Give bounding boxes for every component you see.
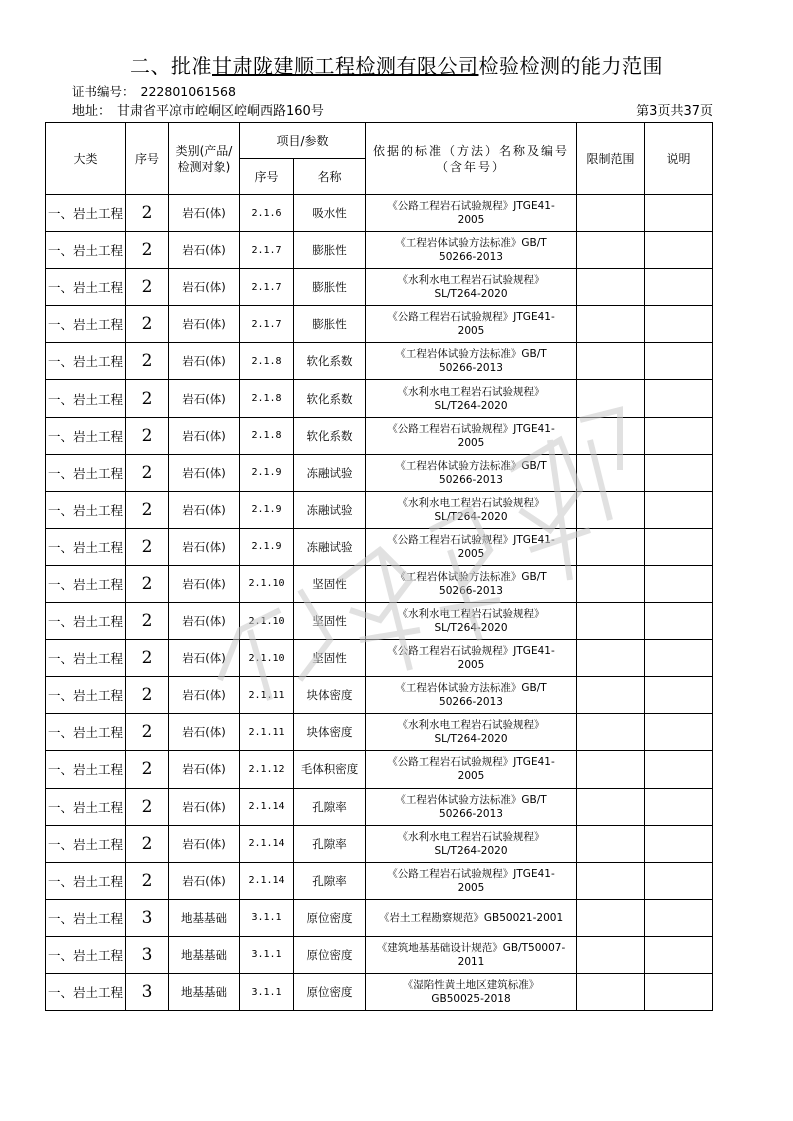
seq-cell: 3 xyxy=(126,936,169,973)
standard-line2: 50266-2013 xyxy=(439,251,503,264)
product-cell: 岩石(体) xyxy=(169,306,240,343)
table-row xyxy=(46,343,713,380)
standard-cell xyxy=(366,491,577,528)
standard-cell xyxy=(366,343,577,380)
limit-cell xyxy=(577,677,645,714)
seq-cell: 2 xyxy=(126,417,169,454)
limit-cell xyxy=(577,973,645,1010)
note-cell xyxy=(645,195,713,232)
table-row xyxy=(46,195,713,232)
seq-cell: 2 xyxy=(126,862,169,899)
item-seq-cell: 2.1.11 xyxy=(240,714,294,751)
seq-cell: 2 xyxy=(126,714,169,751)
standard-line2: 50266-2013 xyxy=(439,473,503,486)
category-cell: 一、岩土工程 xyxy=(46,528,126,565)
limit-cell xyxy=(577,751,645,788)
category-cell: 一、岩土工程 xyxy=(46,862,126,899)
item-name-cell: 软化系数 xyxy=(294,380,366,417)
note-cell xyxy=(645,603,713,640)
standard-cell xyxy=(366,751,577,788)
table-row xyxy=(46,306,713,343)
certificate-number xyxy=(72,82,236,100)
title-company: 甘肃陇建顺工程检测有限公司 xyxy=(212,54,479,78)
cert-value: 222801061568 xyxy=(140,84,236,99)
item-name-cell: 坚固性 xyxy=(294,565,366,602)
product-cell: 岩石(体) xyxy=(169,565,240,602)
standard-cell xyxy=(366,973,577,1010)
category-cell: 一、岩土工程 xyxy=(46,195,126,232)
standard-line2: 2005 xyxy=(457,214,485,227)
item-name-cell: 孔隙率 xyxy=(294,862,366,899)
category-cell: 一、岩土工程 xyxy=(46,973,126,1010)
note-cell xyxy=(645,491,713,528)
item-seq-cell: 3.1.1 xyxy=(240,973,294,1010)
standard-line2: 2011 xyxy=(457,955,485,968)
item-seq-cell: 2.1.10 xyxy=(240,640,294,677)
note-cell xyxy=(645,751,713,788)
standard-line2: SL/T264-2020 xyxy=(434,733,508,746)
item-name-cell: 坚固性 xyxy=(294,603,366,640)
item-name-cell: 吸水性 xyxy=(294,195,366,232)
category-cell: 一、岩土工程 xyxy=(46,825,126,862)
category-cell: 一、岩土工程 xyxy=(46,380,126,417)
seq-cell: 2 xyxy=(126,788,169,825)
category-cell: 一、岩土工程 xyxy=(46,269,126,306)
standard-cell xyxy=(366,528,577,565)
seq-cell: 2 xyxy=(126,640,169,677)
standard-line2: 2005 xyxy=(457,770,485,783)
standard-line1: 《水利水电工程岩石试验规程》 xyxy=(397,274,545,287)
table-row xyxy=(46,825,713,862)
table-row xyxy=(46,936,713,973)
product-cell: 岩石(体) xyxy=(169,528,240,565)
standard-cell xyxy=(366,603,577,640)
note-cell xyxy=(645,269,713,306)
item-name-cell: 软化系数 xyxy=(294,343,366,380)
limit-cell xyxy=(577,454,645,491)
item-seq-cell: 2.1.7 xyxy=(240,232,294,269)
item-seq-cell: 2.1.10 xyxy=(240,565,294,602)
capability-table xyxy=(45,122,713,1011)
col-item-group: 项目/参数 xyxy=(240,123,366,159)
product-cell: 岩石(体) xyxy=(169,454,240,491)
table-body xyxy=(46,195,713,1011)
title-prefix: 二、批准 xyxy=(130,54,212,78)
item-seq-cell: 2.1.8 xyxy=(240,380,294,417)
category-cell: 一、岩土工程 xyxy=(46,788,126,825)
item-name-cell: 原位密度 xyxy=(294,899,366,936)
limit-cell xyxy=(577,565,645,602)
item-name-cell: 块体密度 xyxy=(294,677,366,714)
standard-cell xyxy=(366,640,577,677)
item-seq-cell: 2.1.7 xyxy=(240,306,294,343)
standard-line1: 《水利水电工程岩石试验规程》 xyxy=(397,496,545,509)
table-row xyxy=(46,751,713,788)
standard-line1: 《工程岩体试验方法标准》GB/T xyxy=(395,237,547,250)
limit-cell xyxy=(577,640,645,677)
note-cell xyxy=(645,825,713,862)
product-cell: 岩石(体) xyxy=(169,380,240,417)
standard-line1: 《工程岩体试验方法标准》GB/T xyxy=(395,459,547,472)
standard-line1: 《工程岩体试验方法标准》GB/T xyxy=(395,570,547,583)
item-name-cell: 原位密度 xyxy=(294,936,366,973)
table-row xyxy=(46,454,713,491)
item-seq-cell: 3.1.1 xyxy=(240,899,294,936)
item-name-cell: 冻融试验 xyxy=(294,528,366,565)
item-name-cell: 冻融试验 xyxy=(294,491,366,528)
note-cell xyxy=(645,899,713,936)
table-row xyxy=(46,677,713,714)
note-cell xyxy=(645,528,713,565)
standard-cell xyxy=(366,232,577,269)
category-cell: 一、岩土工程 xyxy=(46,899,126,936)
note-cell xyxy=(645,343,713,380)
standard-line1: 《公路工程岩石试验规程》JTGE41- xyxy=(387,645,555,658)
product-cell: 地基基础 xyxy=(169,936,240,973)
item-name-cell: 膨胀性 xyxy=(294,269,366,306)
standard-cell xyxy=(366,714,577,751)
table-row xyxy=(46,640,713,677)
standard-cell xyxy=(366,565,577,602)
seq-cell: 3 xyxy=(126,899,169,936)
col-category: 大类 xyxy=(46,123,126,195)
standard-cell xyxy=(366,899,577,936)
seq-cell: 2 xyxy=(126,603,169,640)
address-value: 甘肃省平凉市崆峒区崆峒西路160号 xyxy=(117,104,324,119)
item-name-cell: 块体密度 xyxy=(294,714,366,751)
product-cell: 岩石(体) xyxy=(169,788,240,825)
limit-cell xyxy=(577,417,645,454)
product-cell: 岩石(体) xyxy=(169,232,240,269)
standard-cell xyxy=(366,306,577,343)
category-cell: 一、岩土工程 xyxy=(46,491,126,528)
item-seq-cell: 2.1.12 xyxy=(240,751,294,788)
item-seq-cell: 3.1.1 xyxy=(240,936,294,973)
table-row xyxy=(46,603,713,640)
standard-cell xyxy=(366,454,577,491)
title-suffix: 检验检测的能力范围 xyxy=(478,54,663,78)
item-name-cell: 软化系数 xyxy=(294,417,366,454)
table-row xyxy=(46,973,713,1010)
col-seq: 序号 xyxy=(126,123,169,195)
limit-cell xyxy=(577,862,645,899)
col-product-label: 类别(产品/检测对象) xyxy=(175,143,233,174)
standard-line2: 50266-2013 xyxy=(439,584,503,597)
limit-cell xyxy=(577,714,645,751)
page-indicator: 第3页共37页 xyxy=(636,104,713,119)
standard-line1: 《工程岩体试验方法标准》GB/T xyxy=(395,348,547,361)
note-cell xyxy=(645,565,713,602)
standard-line1: 《公路工程岩石试验规程》JTGE41- xyxy=(387,200,555,213)
category-cell: 一、岩土工程 xyxy=(46,565,126,602)
standard-line1: 《公路工程岩石试验规程》JTGE41- xyxy=(387,533,555,546)
product-cell: 地基基础 xyxy=(169,899,240,936)
item-seq-cell: 2.1.8 xyxy=(240,417,294,454)
item-seq-cell: 2.1.14 xyxy=(240,788,294,825)
item-seq-cell: 2.1.11 xyxy=(240,677,294,714)
seq-cell: 2 xyxy=(126,232,169,269)
standard-line2: SL/T264-2020 xyxy=(434,399,508,412)
limit-cell xyxy=(577,936,645,973)
limit-cell xyxy=(577,825,645,862)
seq-cell: 3 xyxy=(126,973,169,1010)
standard-line1: 《公路工程岩石试验规程》JTGE41- xyxy=(387,422,555,435)
standard-line2: GB50025-2018 xyxy=(431,993,511,1006)
standard-cell xyxy=(366,825,577,862)
col-limit: 限制范围 xyxy=(577,123,645,195)
limit-cell xyxy=(577,603,645,640)
product-cell: 岩石(体) xyxy=(169,677,240,714)
product-cell: 岩石(体) xyxy=(169,269,240,306)
item-seq-cell: 2.1.10 xyxy=(240,603,294,640)
item-seq-cell: 2.1.6 xyxy=(240,195,294,232)
note-cell xyxy=(645,677,713,714)
product-cell: 地基基础 xyxy=(169,973,240,1010)
col-standard-line2: （含年号） xyxy=(436,159,507,174)
col-item-name: 名称 xyxy=(294,159,366,195)
table-row xyxy=(46,714,713,751)
item-seq-cell: 2.1.9 xyxy=(240,528,294,565)
item-name-cell: 原位密度 xyxy=(294,973,366,1010)
standard-line1: 《公路工程岩石试验规程》JTGE41- xyxy=(387,867,555,880)
seq-cell: 2 xyxy=(126,380,169,417)
limit-cell xyxy=(577,380,645,417)
table-row xyxy=(46,899,713,936)
item-seq-cell: 2.1.8 xyxy=(240,343,294,380)
product-cell: 岩石(体) xyxy=(169,825,240,862)
item-seq-cell: 2.1.7 xyxy=(240,269,294,306)
standard-line1: 《水利水电工程岩石试验规程》 xyxy=(397,385,545,398)
standard-line2: 50266-2013 xyxy=(439,696,503,709)
table-row xyxy=(46,269,713,306)
item-seq-cell: 2.1.14 xyxy=(240,825,294,862)
table-row xyxy=(46,565,713,602)
product-cell: 岩石(体) xyxy=(169,603,240,640)
product-cell: 岩石(体) xyxy=(169,751,240,788)
limit-cell xyxy=(577,343,645,380)
col-note: 说明 xyxy=(645,123,713,195)
table-row xyxy=(46,788,713,825)
category-cell: 一、岩土工程 xyxy=(46,603,126,640)
note-cell xyxy=(645,640,713,677)
product-cell: 岩石(体) xyxy=(169,417,240,454)
standard-cell xyxy=(366,677,577,714)
standard-cell xyxy=(366,269,577,306)
note-cell xyxy=(645,862,713,899)
seq-cell: 2 xyxy=(126,528,169,565)
seq-cell: 2 xyxy=(126,343,169,380)
note-cell xyxy=(645,973,713,1010)
standard-line2: SL/T264-2020 xyxy=(434,510,508,523)
category-cell: 一、岩土工程 xyxy=(46,640,126,677)
standard-line1: 《公路工程岩石试验规程》JTGE41- xyxy=(387,311,555,324)
product-cell: 岩石(体) xyxy=(169,491,240,528)
category-cell: 一、岩土工程 xyxy=(46,232,126,269)
category-cell: 一、岩土工程 xyxy=(46,454,126,491)
standard-cell xyxy=(366,195,577,232)
standard-line1: 《水利水电工程岩石试验规程》 xyxy=(397,830,545,843)
col-product xyxy=(169,123,240,195)
seq-cell: 2 xyxy=(126,306,169,343)
seq-cell: 2 xyxy=(126,195,169,232)
note-cell xyxy=(645,454,713,491)
seq-cell: 2 xyxy=(126,751,169,788)
standard-line1: 《岩土工程勘察规范》GB50021-2001 xyxy=(378,911,564,924)
standard-line2: SL/T264-2020 xyxy=(434,622,508,635)
seq-cell: 2 xyxy=(126,491,169,528)
table-row xyxy=(46,862,713,899)
standard-line2: 50266-2013 xyxy=(439,362,503,375)
item-name-cell: 膨胀性 xyxy=(294,306,366,343)
table-row xyxy=(46,380,713,417)
seq-cell: 2 xyxy=(126,677,169,714)
table-row xyxy=(46,528,713,565)
note-cell xyxy=(645,306,713,343)
standard-cell xyxy=(366,936,577,973)
category-cell: 一、岩土工程 xyxy=(46,714,126,751)
product-cell: 岩石(体) xyxy=(169,343,240,380)
standard-line1: 《工程岩体试验方法标准》GB/T xyxy=(395,793,547,806)
standard-cell xyxy=(366,380,577,417)
category-cell: 一、岩土工程 xyxy=(46,343,126,380)
category-cell: 一、岩土工程 xyxy=(46,751,126,788)
standard-line2: 2005 xyxy=(457,659,485,672)
limit-cell xyxy=(577,528,645,565)
category-cell: 一、岩土工程 xyxy=(46,936,126,973)
standard-line1: 《水利水电工程岩石试验规程》 xyxy=(397,608,545,621)
category-cell: 一、岩土工程 xyxy=(46,677,126,714)
standard-line1: 《水利水电工程岩石试验规程》 xyxy=(397,719,545,732)
note-cell xyxy=(645,788,713,825)
col-standard xyxy=(366,123,577,195)
category-cell: 一、岩土工程 xyxy=(46,417,126,454)
limit-cell xyxy=(577,195,645,232)
standard-line2: SL/T264-2020 xyxy=(434,288,508,301)
standard-line1: 《工程岩体试验方法标准》GB/T xyxy=(395,682,547,695)
item-name-cell: 膨胀性 xyxy=(294,232,366,269)
page-title xyxy=(0,50,793,79)
cert-label: 证书编号： xyxy=(72,84,135,99)
item-seq-cell: 2.1.14 xyxy=(240,862,294,899)
standard-line2: 2005 xyxy=(457,881,485,894)
note-cell xyxy=(645,380,713,417)
limit-cell xyxy=(577,232,645,269)
limit-cell xyxy=(577,788,645,825)
table-row xyxy=(46,232,713,269)
seq-cell: 2 xyxy=(126,565,169,602)
table-row xyxy=(46,491,713,528)
limit-cell xyxy=(577,899,645,936)
item-seq-cell: 2.1.9 xyxy=(240,491,294,528)
limit-cell xyxy=(577,306,645,343)
limit-cell xyxy=(577,269,645,306)
table-row xyxy=(46,417,713,454)
item-name-cell: 冻融试验 xyxy=(294,454,366,491)
standard-line1: 《公路工程岩石试验规程》JTGE41- xyxy=(387,756,555,769)
item-seq-cell: 2.1.9 xyxy=(240,454,294,491)
standard-line1: 《建筑地基基础设计规范》GB/T50007- xyxy=(376,941,566,954)
seq-cell: 2 xyxy=(126,825,169,862)
item-name-cell: 毛体积密度 xyxy=(294,751,366,788)
standard-line1: 《湿陷性黄土地区建筑标准》 xyxy=(402,979,540,992)
note-cell xyxy=(645,714,713,751)
item-name-cell: 孔隙率 xyxy=(294,788,366,825)
seq-cell: 2 xyxy=(126,454,169,491)
standard-line2: 2005 xyxy=(457,325,485,338)
standard-line2: 2005 xyxy=(457,547,485,560)
address xyxy=(72,100,324,119)
item-name-cell: 坚固性 xyxy=(294,640,366,677)
standard-line2: SL/T264-2020 xyxy=(434,844,508,857)
note-cell xyxy=(645,936,713,973)
standard-cell xyxy=(366,788,577,825)
item-name-cell: 孔隙率 xyxy=(294,825,366,862)
standard-cell xyxy=(366,862,577,899)
seq-cell: 2 xyxy=(126,269,169,306)
product-cell: 岩石(体) xyxy=(169,640,240,677)
address-label: 地址： xyxy=(72,104,112,119)
product-cell: 岩石(体) xyxy=(169,714,240,751)
product-cell: 岩石(体) xyxy=(169,195,240,232)
standard-line2: 50266-2013 xyxy=(439,807,503,820)
category-cell: 一、岩土工程 xyxy=(46,306,126,343)
standard-line2: 2005 xyxy=(457,436,485,449)
product-cell: 岩石(体) xyxy=(169,862,240,899)
note-cell xyxy=(645,232,713,269)
note-cell xyxy=(645,417,713,454)
col-item-seq: 序号 xyxy=(240,159,294,195)
standard-cell xyxy=(366,417,577,454)
col-standard-line1: 依据的标准（方法）名称及编号 xyxy=(373,143,570,158)
limit-cell xyxy=(577,491,645,528)
